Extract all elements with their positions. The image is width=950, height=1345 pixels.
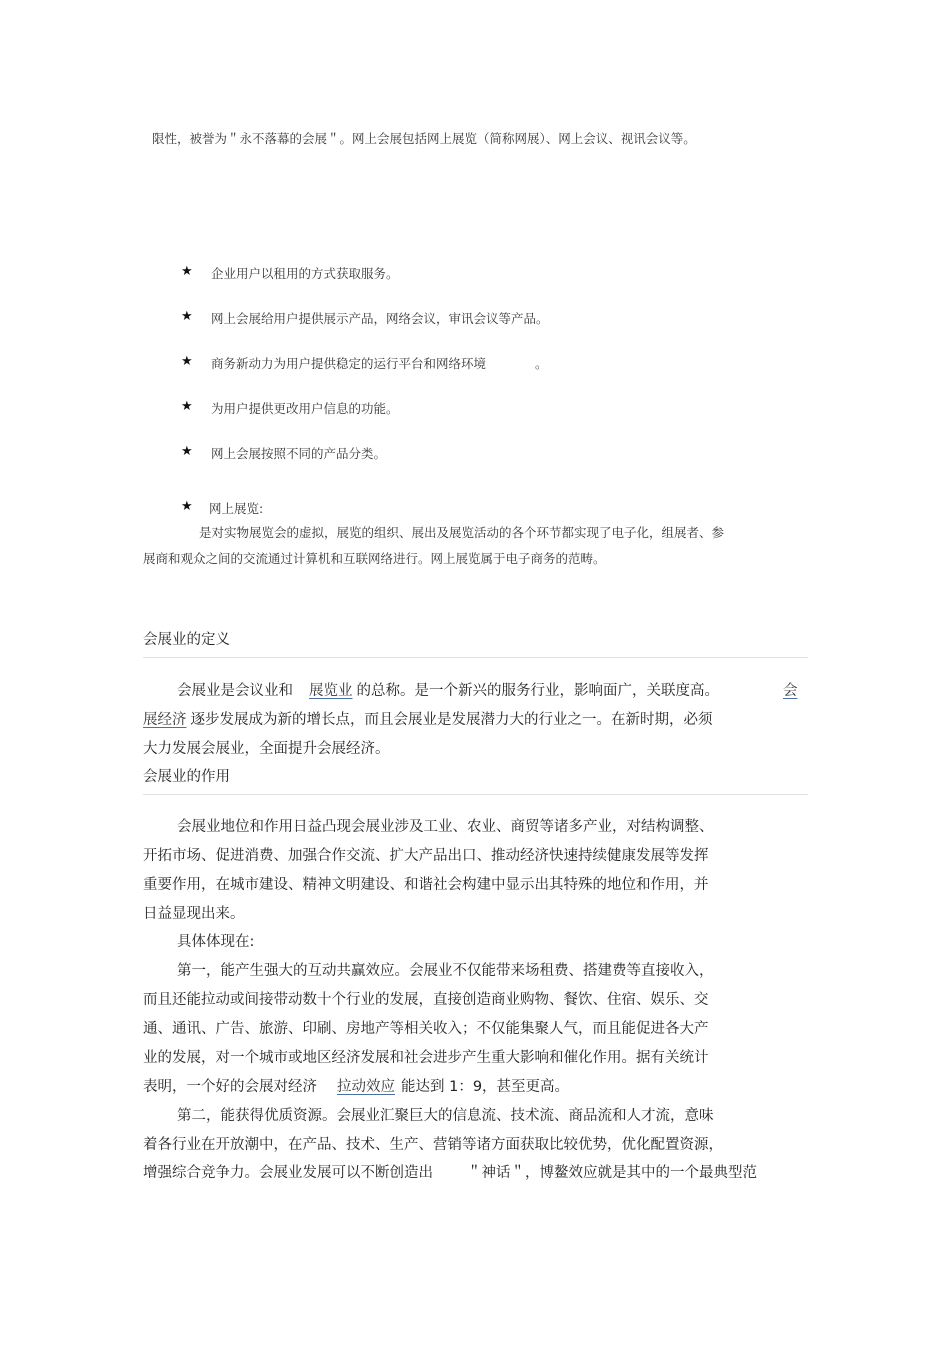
link-exhibition-economy-part2[interactable]: 展经济 <box>143 712 187 728</box>
role-paragraph-line: 日益显现出来。 <box>143 906 245 922</box>
star-bullet-icon: ★ <box>181 399 193 414</box>
feature-item: 网上会展给用户提供展示产品，网络会议，审讯会议等产品。 <box>211 311 549 326</box>
role-paragraph-line: 开拓市场、促进消费、加强合作交流、扩大产品出口、推动经济快速持续健康发展等发挥 <box>143 848 709 864</box>
intro-line: 限性，被誉为＂永不落幕的会展＂。网上会展包括网上展览（简称网展）、网上会议、视讯会议等。 <box>152 131 696 146</box>
text: 能达到 1：9，甚至更高。 <box>401 1079 570 1095</box>
link-exhibition-industry[interactable]: 展览业 <box>309 683 353 699</box>
section-heading-definition: 会展业的定义 <box>143 632 230 648</box>
second-point-line: 第二，能获得优质资源。会展业汇聚巨大的信息流、技术流、商品流和人才流，意味 <box>177 1108 714 1124</box>
definition-line-1 <box>177 679 719 700</box>
definition-line-2 <box>143 708 713 729</box>
first-point-line: 第一，能产生强大的互动共赢效应。会展业不仅能带来场租费、搭建费等直接收入， <box>177 963 714 979</box>
second-point-last-line <box>143 1161 757 1182</box>
text: 逐步发展成为新的增长点，而且会展业是发展潜力大的行业之一。在新时期，必须 <box>190 712 713 728</box>
text: 表明，一个好的会展对经济 <box>143 1079 317 1095</box>
link-pull-effect[interactable]: 拉动效应 <box>337 1079 395 1095</box>
first-point-line: 通、通讯、广告、旅游、印刷、房地产等相关收入；不仅能集聚人气，而且能促进各大产 <box>143 1021 709 1037</box>
feature-item: 为用户提供更改用户信息的功能。 <box>211 401 399 416</box>
specific-heading: 具体体现在: <box>177 934 255 950</box>
divider <box>143 794 808 795</box>
link-exhibition-economy-part1[interactable]: 会 <box>783 683 798 699</box>
online-exhibition-text: 展商和观众之间的交流通过计算机和互联网络进行。网上展览属于电子商务的范畴。 <box>143 551 606 566</box>
feature-item: 企业用户以租用的方式获取服务。 <box>211 266 399 281</box>
star-bullet-icon: ★ <box>181 354 193 369</box>
text: ＂神话＂，博鳌效应就是其中的一个最典型范 <box>467 1165 757 1181</box>
star-bullet-icon: ★ <box>181 264 193 279</box>
star-bullet-icon: ★ <box>181 444 193 459</box>
text: 增强综合竞争力。会展业发展可以不断创造出 <box>143 1165 433 1181</box>
role-paragraph-line: 重要作用，在城市建设、精神文明建设、和谐社会构建中显示出其特殊的地位和作用，并 <box>143 877 709 893</box>
star-bullet-icon: ★ <box>181 309 193 324</box>
section-heading-role: 会展业的作用 <box>143 769 230 785</box>
second-point-line: 着各行业在开放潮中，在产品、技术、生产、营销等诸方面获取比较优势，优化配置资源， <box>143 1137 723 1153</box>
role-paragraph-line: 会展业地位和作用日益凸现会展业涉及工业、农业、商贸等诸多产业，对结构调整、 <box>177 819 714 835</box>
feature-item: 网上会展按照不同的产品分类。 <box>211 446 387 461</box>
definition-line-3: 大力发展会展业，全面提升会展经济。 <box>143 741 390 757</box>
divider <box>143 657 808 658</box>
text: 的总称。是一个新兴的服务行业，影响面广，关联度高。 <box>356 683 719 699</box>
star-bullet-icon: ★ <box>181 499 193 514</box>
first-point-line: 业的发展，对一个城市或地区经济发展和社会进步产生重大影响和催化作用。据有关统计 <box>143 1050 709 1066</box>
feature-item-tail: 。 <box>535 356 548 371</box>
online-exhibition-text: 是对实物展览会的虚拟，展览的组织、展出及展览活动的各个环节都实现了电子化，组展者、参 <box>199 525 725 540</box>
text: 会展业是会议业和 <box>177 683 293 699</box>
online-exhibition-title: 网上展览: <box>209 501 264 516</box>
first-point-line: 而且还能拉动或间接带动数十个行业的发展，直接创造商业购物、餐饮、住宿、娱乐、交 <box>143 992 709 1008</box>
first-point-last-line <box>143 1075 569 1096</box>
feature-item: 商务新动力为用户提供稳定的运行平台和网络环境 <box>211 356 487 371</box>
